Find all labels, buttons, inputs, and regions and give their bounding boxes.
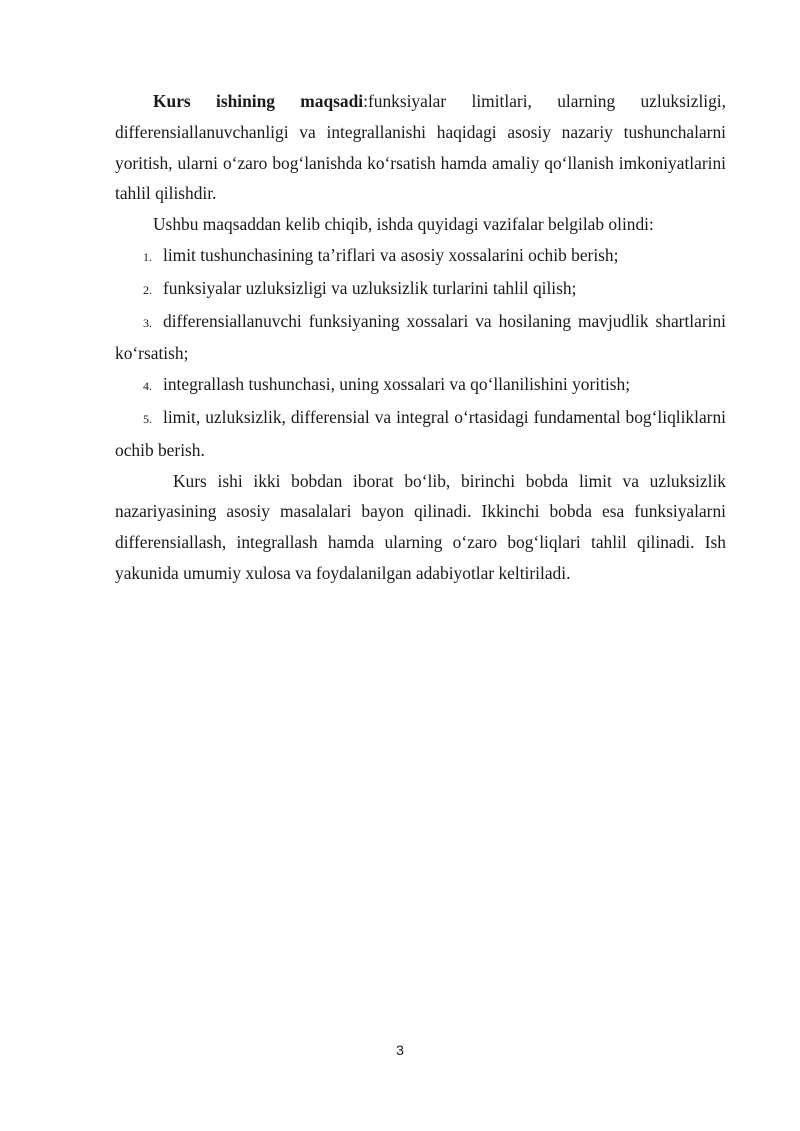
purpose-paragraph <box>115 86 726 209</box>
list-item-text: limit tushunchasining ta’riflari va asosiy xossalarini ochib berish; <box>163 244 619 265</box>
list-item <box>115 240 726 273</box>
list-item-number: 4. <box>143 379 152 394</box>
tasks-list <box>115 240 726 466</box>
structure-paragraph: Kurs ishi ikki bobdan iborat bo‘lib, birinchi bobda limit va uzluksizlik nazariyasining asosiy masalalari bayon qilinadi. Ikkinchi bobda esa funksiyalarni differensiallash, integrallash hamda ularning o‘zaro bog‘liqlari tahlil qilinadi. Ish yakunida umumiy xulosa va foydalanilgan adabiyotlar keltiriladi. <box>115 470 726 583</box>
purpose-text: :funksiyalar limitlari, ularning uzluksizligi, differensiallanuvchanligi va integrallanishi haqidagi asosiy nazariy tushunchalarni yoritish, ularni o‘zaro bog‘lanishda ko‘rsatish hamda amaliy qo‘llanish imkoniyatlarini tahlil qilishdir. <box>115 91 726 204</box>
list-item-number: 2. <box>143 282 152 297</box>
list-item <box>115 402 726 466</box>
list-item <box>115 369 726 402</box>
list-item-text: differensiallanuvchi funksiyaning xossalari va hosilaning mavjudlik shartlarini ko‘rsatish; <box>115 310 726 364</box>
document-page <box>115 86 726 589</box>
purpose-label: Kurs ishining maqsadi <box>153 91 364 111</box>
list-item <box>115 306 726 370</box>
list-item-number: 3. <box>143 315 152 330</box>
list-item-text: integrallash tushunchasi, uning xossalari va qo‘llanilishini yoritish; <box>163 374 631 395</box>
list-item-text: funksiyalar uzluksizligi va uzluksizlik turlarini tahlil qilish; <box>163 277 577 298</box>
list-item-text: limit, uzluksizlik, differensial va integral o‘rtasidagi fundamental bog‘liqliklarni ochib berish. <box>115 406 726 460</box>
list-item-number: 1. <box>143 249 152 264</box>
tasks-intro: Ushbu maqsaddan kelib chiqib, ishda quyidagi vazifalar belgilab olindi: <box>153 214 654 235</box>
list-item-number: 5. <box>143 411 152 426</box>
page-number: 3 <box>396 1042 404 1058</box>
list-item <box>115 273 726 306</box>
